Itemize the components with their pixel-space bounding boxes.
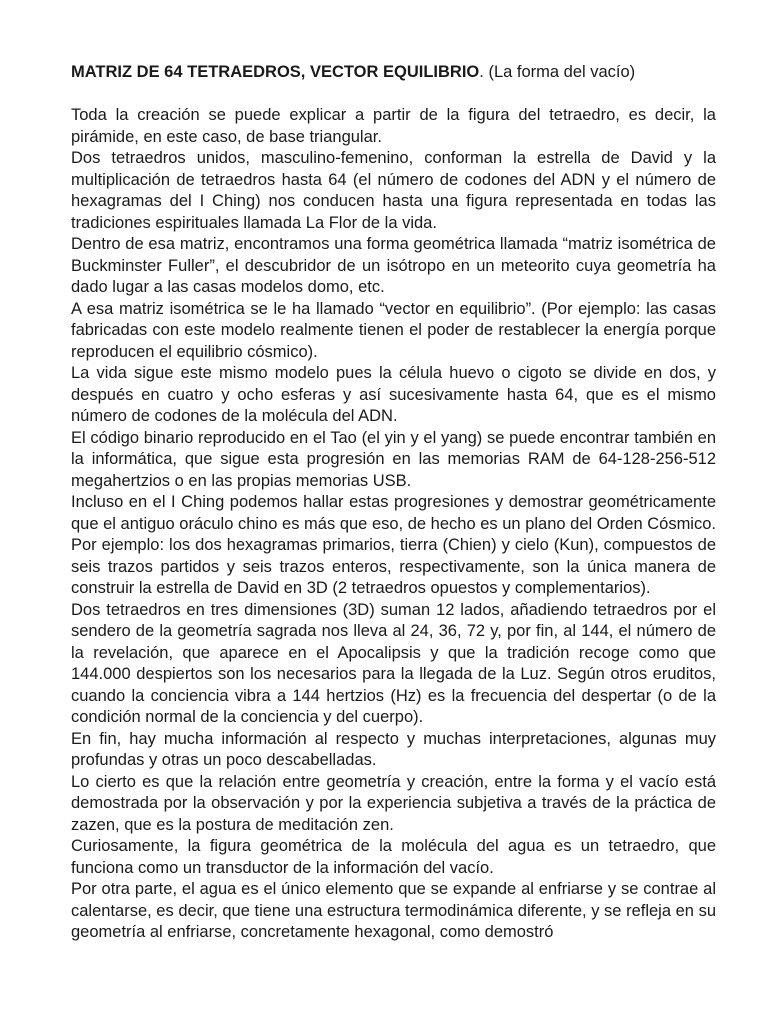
paragraph-8: Dos tetraedros en tres dimensiones (3D) suman 12 lados, añadiendo tetraedros por el sendero de la geometría sagrada nos lleva al 24, 36, 72 y, por fin, al 144, el número de la revelación, que aparece en el Apocalipsis y que la tradición recoge como que 144.000 despiertos son los necesarios para la llegada de la Luz. Según otros eruditos, cuando la conciencia vibra a 144 hertzios (Hz) es la frecuencia del despertar (o de la condición normal de la conciencia y del cuerpo). (71, 600, 716, 726)
paragraph-11: Curiosamente, la figura geométrica de la molécula del agua es un tetraedro, que funciona como un transductor de la información del vacío. (71, 837, 716, 877)
paragraph-4: A esa matriz isométrica se le ha llamado “vector en equilibrio”. (Por ejemplo: las casas fabricadas con este modelo realmente tienen el poder de restablecer la energía porque reproducen el equilibrio cósmico). (71, 299, 716, 361)
document-title: MATRIZ DE 64 TETRAEDROS, VECTOR EQUILIBRIO (71, 63, 480, 81)
paragraph-5: La vida sigue este mismo modelo pues la célula huevo o cigoto se divide en dos, y después en cuatro y ocho esferas y así sucesivamente hasta 64, que es el mismo número de codones de la molécula del ADN. (71, 364, 716, 425)
title-punctuation: . (479, 63, 484, 81)
paragraph-1: Toda la creación se puede explicar a partir de la figura del tetraedro, es decir, la pirámide, en este caso, de base triangular. (71, 106, 716, 146)
document-subtitle: (La forma del vacío) (483, 63, 636, 81)
paragraph-9: En fin, hay mucha información al respecto y muchas interpretaciones, algunas muy profundas y otras un poco descabelladas. (71, 729, 716, 769)
paragraph-2: Dos tetraedros unidos, masculino-femenino, conforman la estrella de David y la multiplicación de tetraedros hasta 64 (el número de codones del ADN y el número de hexagramas del I Ching) nos conducen hasta una figura representada en todas las tradiciones espirituales llamada La Flor de la vida. (71, 149, 716, 232)
paragraph-7: Incluso en el I Ching podemos hallar estas progresiones y demostrar geométricamente que el antiguo oráculo chino es más que eso, de hecho es un plano del Orden Cósmico. Por ejemplo: los dos hexagramas primarios, tierra (Chien) y cielo (Kun), compuestos de seis trazos partidos y seis trazos enteros, respectivamente, son la única manera de construir la estrella de David en 3D (2 tetraedros opuestos y complementarios). (71, 493, 716, 597)
paragraph-10: Lo cierto es que la relación entre geometría y creación, entre la forma y el vacío está demostrada por la observación y por la experiencia subjetiva a través de la práctica de zazen, que es la postura de meditación zen. (71, 772, 716, 834)
paragraph-6: El código binario reproducido en el Tao (el yin y el yang) se puede encontrar también en la informática, que sigue esta progresión en las memorias RAM de 64-128-256-512 megahertzios o en las propias memorias USB. (71, 428, 716, 490)
document-heading (71, 62, 716, 84)
paragraph-12: Por otra parte, el agua es el único elemento que se expande al enfriarse y se contrae al calentarse, es decir, que tiene una estructura termodinámica diferente, y se refleja en su geometría al enfriarse, concretamente hexagonal, como demostró (71, 880, 716, 941)
paragraph-3: Dentro de esa matriz, encontramos una forma geométrica llamada “matriz isométrica de Buckminster Fuller”, el descubridor de un isótropo en un meteorito cuya geometría ha dado lugar a las casas modelos domo, etc. (71, 235, 716, 296)
